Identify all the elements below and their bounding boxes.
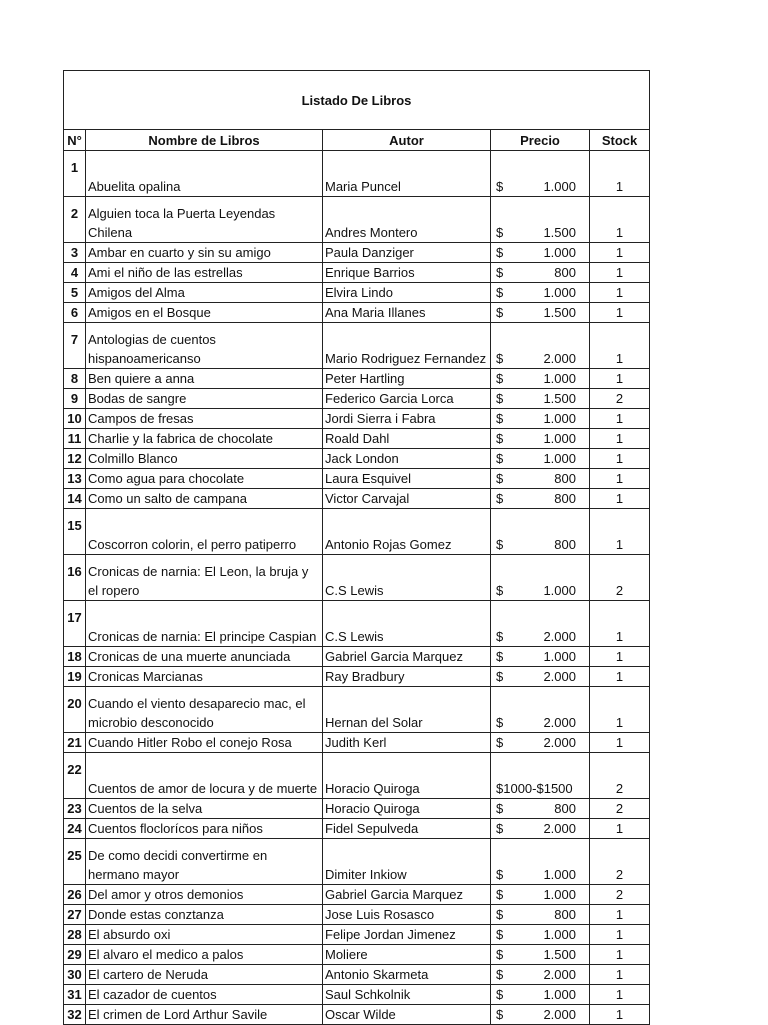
table-row bbox=[64, 945, 650, 965]
book-stock: 1 bbox=[590, 409, 650, 429]
book-author: Maria Puncel bbox=[323, 151, 491, 197]
book-price bbox=[491, 905, 590, 925]
row-number: 20 bbox=[64, 687, 86, 733]
book-name: Cronicas Marcianas bbox=[86, 667, 323, 687]
book-author: Antonio Skarmeta bbox=[323, 965, 491, 985]
book-author: Jack London bbox=[323, 449, 491, 469]
currency-symbol: $ bbox=[496, 927, 504, 942]
book-stock: 1 bbox=[590, 369, 650, 389]
book-stock: 2 bbox=[590, 555, 650, 601]
book-stock: 1 bbox=[590, 819, 650, 839]
price-value: 1.500 bbox=[543, 225, 576, 240]
book-price bbox=[491, 409, 590, 429]
table-row bbox=[64, 151, 650, 197]
book-price bbox=[491, 945, 590, 965]
book-price bbox=[491, 449, 590, 469]
book-name: El alvaro el medico a palos bbox=[86, 945, 323, 965]
book-name: Cuando el viento desaparecio mac, el microbio desconocido bbox=[86, 687, 323, 733]
book-price bbox=[491, 323, 590, 369]
row-number: 14 bbox=[64, 489, 86, 509]
row-number: 3 bbox=[64, 243, 86, 263]
book-price bbox=[491, 839, 590, 885]
row-number: 2 bbox=[64, 197, 86, 243]
book-stock: 1 bbox=[590, 489, 650, 509]
book-name: Del amor y otros demonios bbox=[86, 885, 323, 905]
row-number: 11 bbox=[64, 429, 86, 449]
book-author: Oscar Wilde bbox=[323, 1005, 491, 1025]
table-row bbox=[64, 1005, 650, 1025]
book-name: El cazador de cuentos bbox=[86, 985, 323, 1005]
row-number: 1 bbox=[64, 151, 86, 197]
book-stock: 1 bbox=[590, 925, 650, 945]
table-row bbox=[64, 687, 650, 733]
book-author: Jose Luis Rosasco bbox=[323, 905, 491, 925]
price-value: 1.000 bbox=[543, 451, 576, 466]
book-stock: 1 bbox=[590, 197, 650, 243]
book-name: Antologias de cuentos hispanoamericanso bbox=[86, 323, 323, 369]
table-row bbox=[64, 263, 650, 283]
book-author: Antonio Rojas Gomez bbox=[323, 509, 491, 555]
currency-symbol: $ bbox=[496, 669, 504, 684]
book-stock: 1 bbox=[590, 965, 650, 985]
header-number: N° bbox=[64, 130, 86, 151]
row-number: 16 bbox=[64, 555, 86, 601]
book-author: Paula Danziger bbox=[323, 243, 491, 263]
book-name: El crimen de Lord Arthur Savile bbox=[86, 1005, 323, 1025]
currency-symbol: $ bbox=[496, 471, 504, 486]
currency-symbol: $ bbox=[496, 245, 504, 260]
book-stock: 1 bbox=[590, 469, 650, 489]
book-price bbox=[491, 429, 590, 449]
row-number: 27 bbox=[64, 905, 86, 925]
currency-symbol: $ bbox=[496, 715, 504, 730]
currency-symbol: $ bbox=[496, 907, 504, 922]
book-price bbox=[491, 197, 590, 243]
table-row bbox=[64, 323, 650, 369]
book-name: Ben quiere a anna bbox=[86, 369, 323, 389]
book-stock: 1 bbox=[590, 601, 650, 647]
price-value: 1.000 bbox=[543, 371, 576, 386]
table-row bbox=[64, 905, 650, 925]
row-number: 30 bbox=[64, 965, 86, 985]
currency-symbol: $ bbox=[496, 1007, 504, 1022]
book-author: Peter Hartling bbox=[323, 369, 491, 389]
book-stock: 1 bbox=[590, 647, 650, 667]
currency-symbol: $ bbox=[496, 583, 504, 598]
price-value: 800 bbox=[554, 907, 576, 922]
book-stock: 1 bbox=[590, 449, 650, 469]
book-name: El cartero de Neruda bbox=[86, 965, 323, 985]
book-name: Coscorron colorin, el perro patiperro bbox=[86, 509, 323, 555]
table-row bbox=[64, 469, 650, 489]
table-row bbox=[64, 243, 650, 263]
currency-symbol: $ bbox=[496, 649, 504, 664]
table-row bbox=[64, 283, 650, 303]
book-name: Ami el niño de las estrellas bbox=[86, 263, 323, 283]
price-value: 1.000 bbox=[543, 179, 576, 194]
price-value: 1.000 bbox=[543, 649, 576, 664]
currency-symbol: $ bbox=[496, 735, 504, 750]
book-name: De como decidi convertirme en hermano mayor bbox=[86, 839, 323, 885]
currency-symbol: $ bbox=[496, 305, 504, 320]
book-author: Gabriel Garcia Marquez bbox=[323, 647, 491, 667]
table-row bbox=[64, 369, 650, 389]
book-stock: 1 bbox=[590, 509, 650, 555]
book-price bbox=[491, 555, 590, 601]
book-name: Cuentos de la selva bbox=[86, 799, 323, 819]
row-number: 23 bbox=[64, 799, 86, 819]
book-name: El absurdo oxi bbox=[86, 925, 323, 945]
book-stock: 1 bbox=[590, 905, 650, 925]
book-author: Enrique Barrios bbox=[323, 263, 491, 283]
currency-symbol: $ bbox=[496, 225, 504, 240]
price-value: 1.000 bbox=[543, 583, 576, 598]
currency-symbol: $ bbox=[496, 887, 504, 902]
row-number: 31 bbox=[64, 985, 86, 1005]
book-author: C.S Lewis bbox=[323, 601, 491, 647]
book-stock: 1 bbox=[590, 303, 650, 323]
price-value: 800 bbox=[554, 471, 576, 486]
book-price bbox=[491, 753, 590, 799]
currency-symbol: $ bbox=[496, 821, 504, 836]
row-number: 8 bbox=[64, 369, 86, 389]
currency-symbol: $ bbox=[496, 351, 504, 366]
row-number: 7 bbox=[64, 323, 86, 369]
currency-symbol: $ bbox=[496, 285, 504, 300]
book-price bbox=[491, 733, 590, 753]
row-number: 5 bbox=[64, 283, 86, 303]
book-price bbox=[491, 243, 590, 263]
currency-symbol: $ bbox=[496, 629, 504, 644]
row-number: 25 bbox=[64, 839, 86, 885]
book-price bbox=[491, 469, 590, 489]
table-row bbox=[64, 647, 650, 667]
currency-symbol: $ bbox=[496, 391, 504, 406]
book-price bbox=[491, 819, 590, 839]
row-number: 9 bbox=[64, 389, 86, 409]
currency-symbol: $ bbox=[496, 947, 504, 962]
book-author: Horacio Quiroga bbox=[323, 799, 491, 819]
book-name: Cronicas de narnia: El Leon, la bruja y el ropero bbox=[86, 555, 323, 601]
book-name: Colmillo Blanco bbox=[86, 449, 323, 469]
row-number: 6 bbox=[64, 303, 86, 323]
book-price bbox=[491, 647, 590, 667]
table-row bbox=[64, 753, 650, 799]
price-value: 1.000 bbox=[543, 867, 576, 882]
price-value: 1.500 bbox=[543, 947, 576, 962]
book-stock: 1 bbox=[590, 243, 650, 263]
book-stock: 1 bbox=[590, 945, 650, 965]
header-price: Precio bbox=[491, 130, 590, 151]
book-name: Cuando Hitler Robo el conejo Rosa bbox=[86, 733, 323, 753]
price-value: 1.000 bbox=[543, 411, 576, 426]
book-price bbox=[491, 509, 590, 555]
currency-symbol: $ bbox=[496, 431, 504, 446]
book-author: Victor Carvajal bbox=[323, 489, 491, 509]
book-name: Abuelita opalina bbox=[86, 151, 323, 197]
row-number: 18 bbox=[64, 647, 86, 667]
row-number: 32 bbox=[64, 1005, 86, 1025]
row-number: 4 bbox=[64, 263, 86, 283]
book-author: Saul Schkolnik bbox=[323, 985, 491, 1005]
book-price bbox=[491, 985, 590, 1005]
price-value: 2.000 bbox=[543, 629, 576, 644]
book-author: Ray Bradbury bbox=[323, 667, 491, 687]
book-name: Cuentos de amor de locura y de muerte bbox=[86, 753, 323, 799]
price-value: 2.000 bbox=[543, 1007, 576, 1022]
header-book-name: Nombre de Libros bbox=[86, 130, 323, 151]
price-value: 800 bbox=[554, 537, 576, 552]
price-value: 1.000 bbox=[543, 987, 576, 1002]
currency-symbol: $ bbox=[496, 371, 504, 386]
book-stock: 2 bbox=[590, 839, 650, 885]
table-row bbox=[64, 925, 650, 945]
table-row bbox=[64, 601, 650, 647]
row-number: 29 bbox=[64, 945, 86, 965]
book-name: Como agua para chocolate bbox=[86, 469, 323, 489]
book-price bbox=[491, 489, 590, 509]
book-rows bbox=[64, 151, 650, 1025]
book-stock: 1 bbox=[590, 733, 650, 753]
price-value: 1.000 bbox=[543, 431, 576, 446]
book-price bbox=[491, 1005, 590, 1025]
currency-symbol: $ bbox=[496, 801, 504, 816]
book-author: Ana Maria Illanes bbox=[323, 303, 491, 323]
book-stock: 1 bbox=[590, 429, 650, 449]
row-number: 26 bbox=[64, 885, 86, 905]
book-price bbox=[491, 885, 590, 905]
table-row bbox=[64, 489, 650, 509]
book-stock: 1 bbox=[590, 1005, 650, 1025]
table-row bbox=[64, 885, 650, 905]
book-price bbox=[491, 965, 590, 985]
book-price bbox=[491, 303, 590, 323]
book-stock: 2 bbox=[590, 799, 650, 819]
book-stock: 1 bbox=[590, 283, 650, 303]
book-name: Cronicas de una muerte anunciada bbox=[86, 647, 323, 667]
row-number: 12 bbox=[64, 449, 86, 469]
table-row bbox=[64, 409, 650, 429]
book-name: Donde estas conztanza bbox=[86, 905, 323, 925]
book-name: Amigos del Alma bbox=[86, 283, 323, 303]
book-name: Cuentos floclorícos para niños bbox=[86, 819, 323, 839]
price-range: $1000-$1500 bbox=[496, 781, 573, 796]
currency-symbol: $ bbox=[496, 411, 504, 426]
price-value: 2.000 bbox=[543, 821, 576, 836]
table-row bbox=[64, 429, 650, 449]
table-row bbox=[64, 197, 650, 243]
book-author: Roald Dahl bbox=[323, 429, 491, 449]
row-number: 28 bbox=[64, 925, 86, 945]
header-stock: Stock bbox=[590, 130, 650, 151]
row-number: 22 bbox=[64, 753, 86, 799]
table-row bbox=[64, 449, 650, 469]
table-row bbox=[64, 389, 650, 409]
book-name: Cronicas de narnia: El principe Caspian bbox=[86, 601, 323, 647]
book-name: Ambar en cuarto y sin su amigo bbox=[86, 243, 323, 263]
book-author: Federico Garcia Lorca bbox=[323, 389, 491, 409]
currency-symbol: $ bbox=[496, 867, 504, 882]
currency-symbol: $ bbox=[496, 967, 504, 982]
price-value: 2.000 bbox=[543, 715, 576, 730]
row-number: 19 bbox=[64, 667, 86, 687]
book-name: Amigos en el Bosque bbox=[86, 303, 323, 323]
book-stock: 2 bbox=[590, 389, 650, 409]
row-number: 24 bbox=[64, 819, 86, 839]
row-number: 13 bbox=[64, 469, 86, 489]
header-author: Autor bbox=[323, 130, 491, 151]
price-value: 2.000 bbox=[543, 735, 576, 750]
book-author: C.S Lewis bbox=[323, 555, 491, 601]
table-row bbox=[64, 819, 650, 839]
table-row bbox=[64, 733, 650, 753]
book-name: Alguien toca la Puerta Leyendas Chilena bbox=[86, 197, 323, 243]
book-author: Gabriel Garcia Marquez bbox=[323, 885, 491, 905]
table-row bbox=[64, 667, 650, 687]
book-name: Campos de fresas bbox=[86, 409, 323, 429]
currency-symbol: $ bbox=[496, 179, 504, 194]
price-value: 1.000 bbox=[543, 887, 576, 902]
table-row bbox=[64, 839, 650, 885]
book-author: Moliere bbox=[323, 945, 491, 965]
row-number: 21 bbox=[64, 733, 86, 753]
book-price bbox=[491, 667, 590, 687]
book-author: Horacio Quiroga bbox=[323, 753, 491, 799]
book-stock: 2 bbox=[590, 885, 650, 905]
price-value: 800 bbox=[554, 265, 576, 280]
book-stock: 1 bbox=[590, 263, 650, 283]
price-value: 800 bbox=[554, 491, 576, 506]
table-title: Listado De Libros bbox=[64, 71, 650, 130]
currency-symbol: $ bbox=[496, 491, 504, 506]
price-value: 1.000 bbox=[543, 245, 576, 260]
table-row bbox=[64, 303, 650, 323]
book-stock: 1 bbox=[590, 667, 650, 687]
price-value: 2.000 bbox=[543, 967, 576, 982]
book-price bbox=[491, 799, 590, 819]
book-author: Judith Kerl bbox=[323, 733, 491, 753]
currency-symbol: $ bbox=[496, 987, 504, 1002]
book-price bbox=[491, 601, 590, 647]
book-author: Dimiter Inkiow bbox=[323, 839, 491, 885]
book-stock: 1 bbox=[590, 151, 650, 197]
price-value: 1.500 bbox=[543, 305, 576, 320]
book-stock: 1 bbox=[590, 985, 650, 1005]
book-name: Charlie y la fabrica de chocolate bbox=[86, 429, 323, 449]
book-name: Como un salto de campana bbox=[86, 489, 323, 509]
book-author: Jordi Sierra i Fabra bbox=[323, 409, 491, 429]
book-author: Andres Montero bbox=[323, 197, 491, 243]
book-author: Felipe Jordan Jimenez bbox=[323, 925, 491, 945]
price-value: 2.000 bbox=[543, 351, 576, 366]
table-row bbox=[64, 799, 650, 819]
book-author: Laura Esquivel bbox=[323, 469, 491, 489]
row-number: 10 bbox=[64, 409, 86, 429]
currency-symbol: $ bbox=[496, 451, 504, 466]
table-row bbox=[64, 965, 650, 985]
book-author: Fidel Sepulveda bbox=[323, 819, 491, 839]
book-list-table bbox=[63, 70, 650, 1025]
book-name: Bodas de sangre bbox=[86, 389, 323, 409]
book-price bbox=[491, 283, 590, 303]
book-price bbox=[491, 687, 590, 733]
currency-symbol: $ bbox=[496, 265, 504, 280]
book-price bbox=[491, 389, 590, 409]
book-stock: 1 bbox=[590, 323, 650, 369]
table-row bbox=[64, 555, 650, 601]
book-price bbox=[491, 151, 590, 197]
book-author: Elvira Lindo bbox=[323, 283, 491, 303]
book-author: Mario Rodriguez Fernandez bbox=[323, 323, 491, 369]
price-value: 2.000 bbox=[543, 669, 576, 684]
price-value: 1.500 bbox=[543, 391, 576, 406]
book-price bbox=[491, 369, 590, 389]
book-price bbox=[491, 263, 590, 283]
book-stock: 1 bbox=[590, 687, 650, 733]
table-row bbox=[64, 509, 650, 555]
table-row bbox=[64, 985, 650, 1005]
book-price bbox=[491, 925, 590, 945]
price-value: 1.000 bbox=[543, 927, 576, 942]
price-value: 1.000 bbox=[543, 285, 576, 300]
book-stock: 2 bbox=[590, 753, 650, 799]
currency-symbol: $ bbox=[496, 537, 504, 552]
row-number: 17 bbox=[64, 601, 86, 647]
row-number: 15 bbox=[64, 509, 86, 555]
book-author: Hernan del Solar bbox=[323, 687, 491, 733]
price-value: 800 bbox=[554, 801, 576, 816]
